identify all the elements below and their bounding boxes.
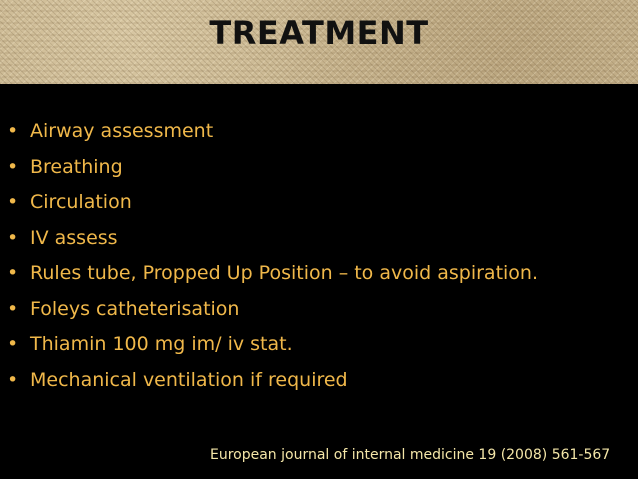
bullet-list (0, 118, 538, 402)
bullet-dot-icon: • (7, 368, 19, 391)
bullet-item (0, 225, 538, 261)
bullet-text: Breathing (30, 155, 123, 178)
bullet-text: Airway assessment (30, 120, 214, 142)
bullet-text: Rules tube, Propped Up Position – to avoid aspiration. (30, 262, 539, 284)
bullet-text: Thiamin 100 mg im/ iv stat. (30, 333, 293, 355)
bullet-item (0, 331, 538, 367)
bullet-text: Circulation (30, 191, 132, 213)
bullet-text: Mechanical ventilation if required (30, 368, 348, 391)
bullet-dot-icon: • (7, 120, 19, 142)
title-banner (0, 0, 638, 84)
bullet-text: IV assess (30, 226, 118, 249)
bullet-dot-icon: • (7, 333, 19, 355)
bullet-item (0, 154, 538, 190)
citation: European journal of internal medicine 19 (2008) 561-567 (210, 447, 611, 463)
bullet-dot-icon: • (7, 191, 19, 213)
bullet-dot-icon: • (7, 262, 19, 284)
bullet-dot-icon: • (7, 155, 19, 178)
bullet-item (0, 367, 538, 403)
bullet-dot-icon: • (7, 226, 19, 249)
bullet-dot-icon: • (7, 297, 19, 320)
bullet-item (0, 189, 538, 225)
bullet-item (0, 296, 538, 332)
bullet-item (0, 260, 538, 296)
bullet-text: Foleys catheterisation (30, 297, 240, 320)
slide-title: TREATMENT (209, 14, 429, 52)
bullet-item (0, 118, 538, 154)
